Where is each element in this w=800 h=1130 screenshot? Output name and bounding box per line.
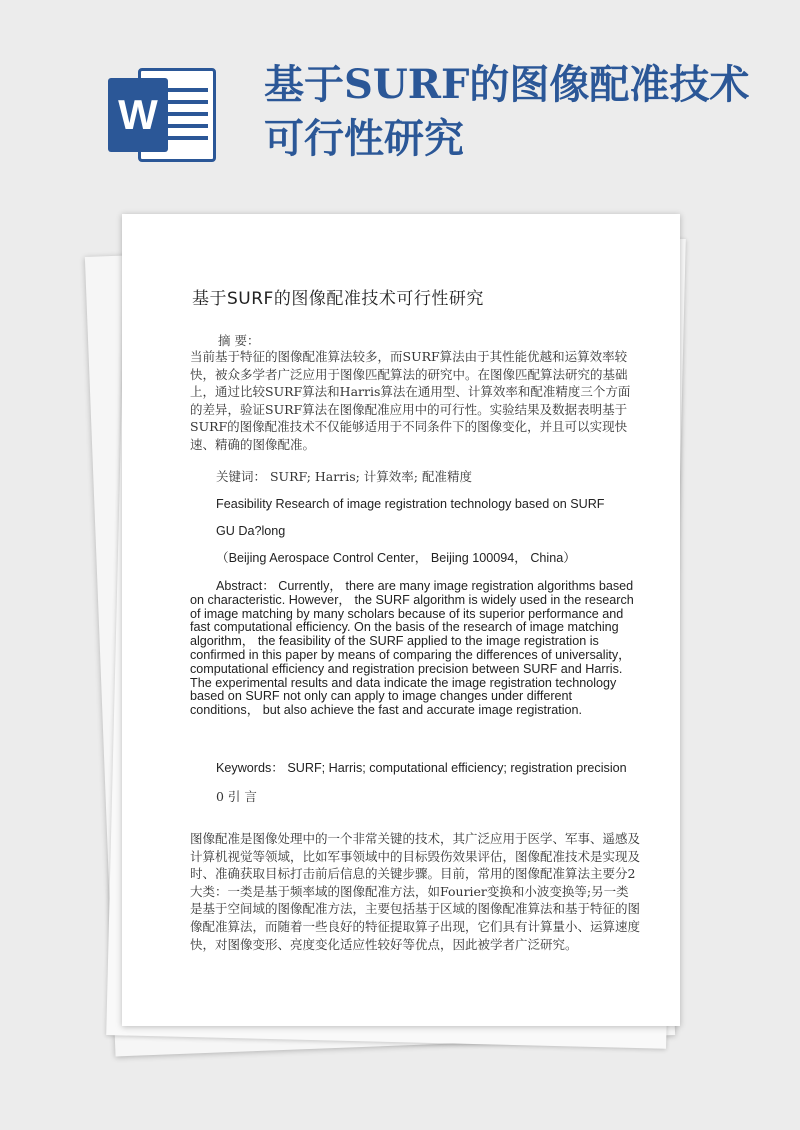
- text-line-icon: [164, 100, 208, 104]
- text-line-icon: [164, 136, 208, 140]
- text-line-icon: [164, 124, 208, 128]
- text-line-icon: [164, 88, 208, 92]
- text-line-icon: [164, 112, 208, 116]
- author-name: GU Da?long: [216, 524, 286, 538]
- keywords-english: Keywords： SURF; Harris; computational efficiency; registration precision: [216, 761, 627, 775]
- word-logo-letter: W: [108, 78, 168, 152]
- section-heading: 0 引 言: [216, 789, 257, 804]
- abstract-label: 摘 要：: [218, 333, 260, 348]
- introduction-paragraph: 图像配准是图像处理中的一个非常关键的技术，其广泛应用于医学、军事、遥感及计算机视觉等领域，比如军事领域中的目标毁伤效果评估，图像配准技术是实现及时、准确获取目标打击前后信息的关键步骤。目前，常用的图像配准算法主要分2大类：一类是基于频率域的图像配准方法，如Fourier变换和小波变换等;另一类是基于空间域的图像配准方法，主要包括基于区域的图像配准算法和基于特征的图像配准算法，而随着一些良好的特征提取算子出现，它们具有计算量小、运算速度快，对图像变形、亮度变化适应性较好等优点，因此被学者广泛研究。: [190, 831, 641, 952]
- abstract-english: Abstract： Currently， there are many image registration algorithms based on characteristic. However， the SURF algorithm is widely used in the research of image matching by many scholars because of its superior performance and fast computational efficiency. On the basis of the research of image matching algorithm， the feasibility of the SURF applied to the image registration is confirmed in this paper by means of comparing the differences of universality， computational efficiency and registration precision between SURF and Harris. The experimental results and data indicate the image registration technology based on SURF not only can apply to image changes under different conditions， but also achieve the fast and accurate image registration.: [190, 579, 634, 718]
- abstract-chinese: 当前基于特征的图像配准算法较多，而SURF算法由于其性能优越和运算效率较快，被众多学者广泛应用于图像匹配算法的研究中。在图像匹配算法研究的基础上，通过比较SURF算法和Harris算法在通用型、计算效率和配准精度三个方面的差异，验证SURF算法在图像配准应用中的可行性。实验结果及数据表明基于SURF的图像配准技术不仅能够适用于不同条件下的图像变化，并且可以实现快速、精确的图像配准。: [190, 349, 631, 452]
- word-document-icon: [104, 68, 220, 162]
- document-page: [122, 214, 680, 1026]
- keywords-chinese: 关键词： SURF; Harris; 计算效率; 配准精度: [216, 469, 472, 484]
- author-affiliation: （Beijing Aerospace Control Center， Beijing 100094， China）: [216, 551, 576, 565]
- english-title: Feasibility Research of image registration technology based on SURF: [216, 497, 605, 511]
- document-title: 基于SURF的图像配准技术可行性研究: [192, 289, 484, 309]
- banner-title: 基于SURF的图像配准技术可行性研究: [264, 61, 750, 162]
